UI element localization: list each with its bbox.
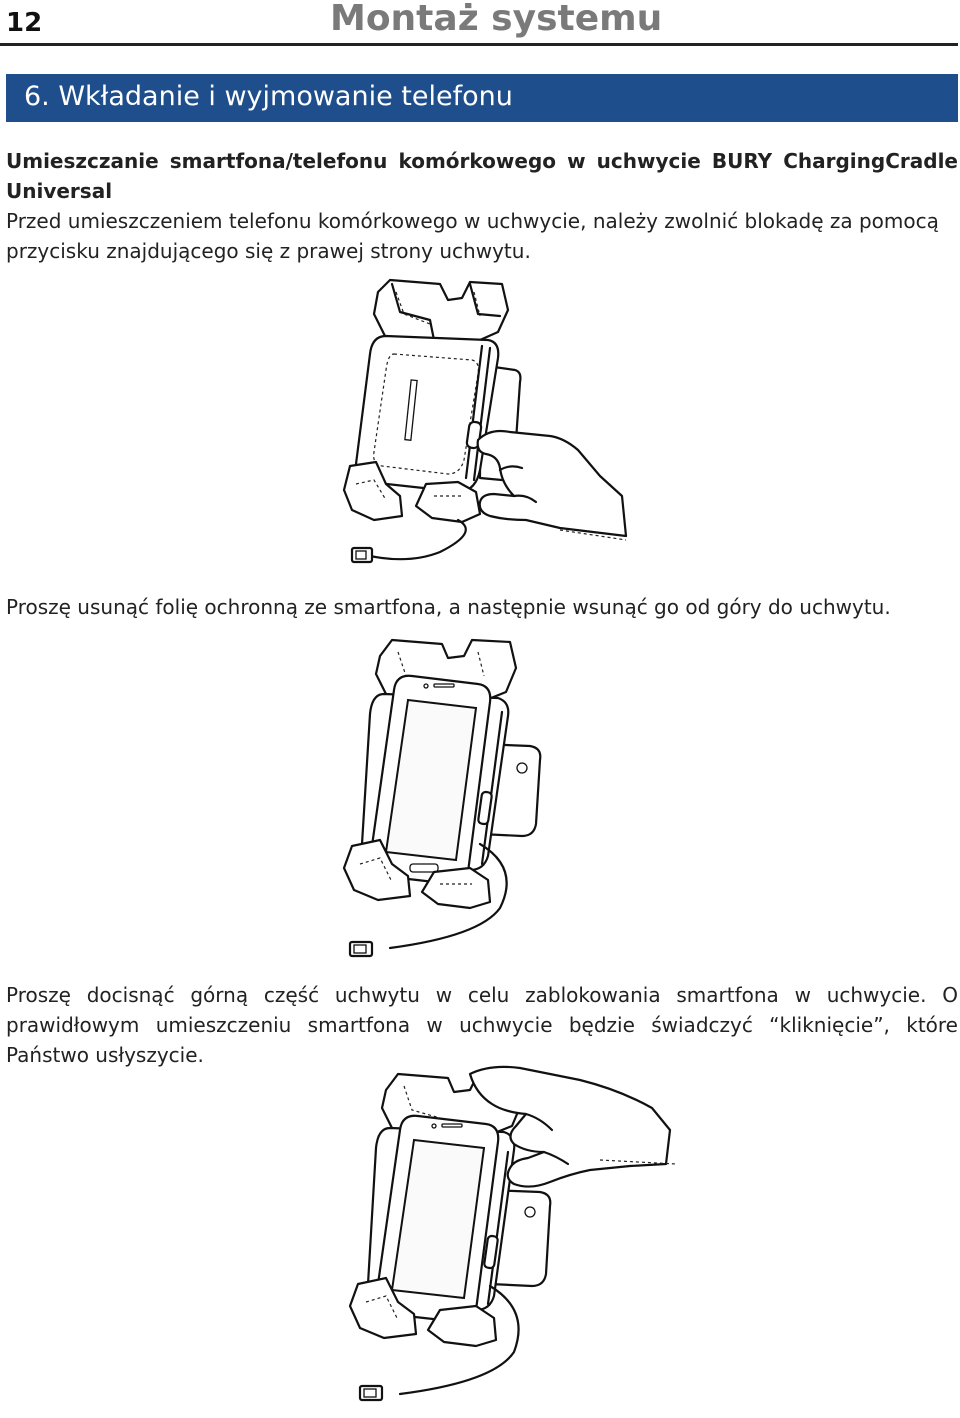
top-press-lock-icon bbox=[330, 1060, 680, 1410]
header-divider bbox=[0, 43, 958, 46]
step2-text: Proszę usunąć folię ochronną ze smartfona, a następnie wsunąć go od góry do uchwytu. bbox=[6, 595, 891, 619]
step1-subtitle: Umieszczanie smartfona/telefonu komórkowego w uchwycie BURY ChargingCradle Universal bbox=[6, 149, 958, 203]
step3-text: Proszę docisnąć górną część uchwytu w celu zablokowania smartfona w uchwycie. O prawidłowym umieszczeniu smartfona w uchwycie będzie świadczyć “kliknięcie”, które Państwo usłyszycie. bbox=[6, 983, 958, 1067]
page-header-title: Montaż systemu bbox=[330, 0, 663, 39]
section-heading: 6. Wkładanie i wyjmowanie telefonu bbox=[24, 81, 513, 112]
cradle-empty-release-button-icon bbox=[330, 270, 630, 580]
section-heading-bar bbox=[6, 74, 958, 122]
phone-inserting-icon bbox=[330, 632, 570, 972]
page-number: 12 bbox=[6, 8, 43, 38]
step1-text: Przed umieszczeniem telefonu komórkowego w uchwycie, należy zwolnić blokadę za pomocą przycisku znajdującego się z prawej strony uchwytu. bbox=[6, 209, 939, 263]
